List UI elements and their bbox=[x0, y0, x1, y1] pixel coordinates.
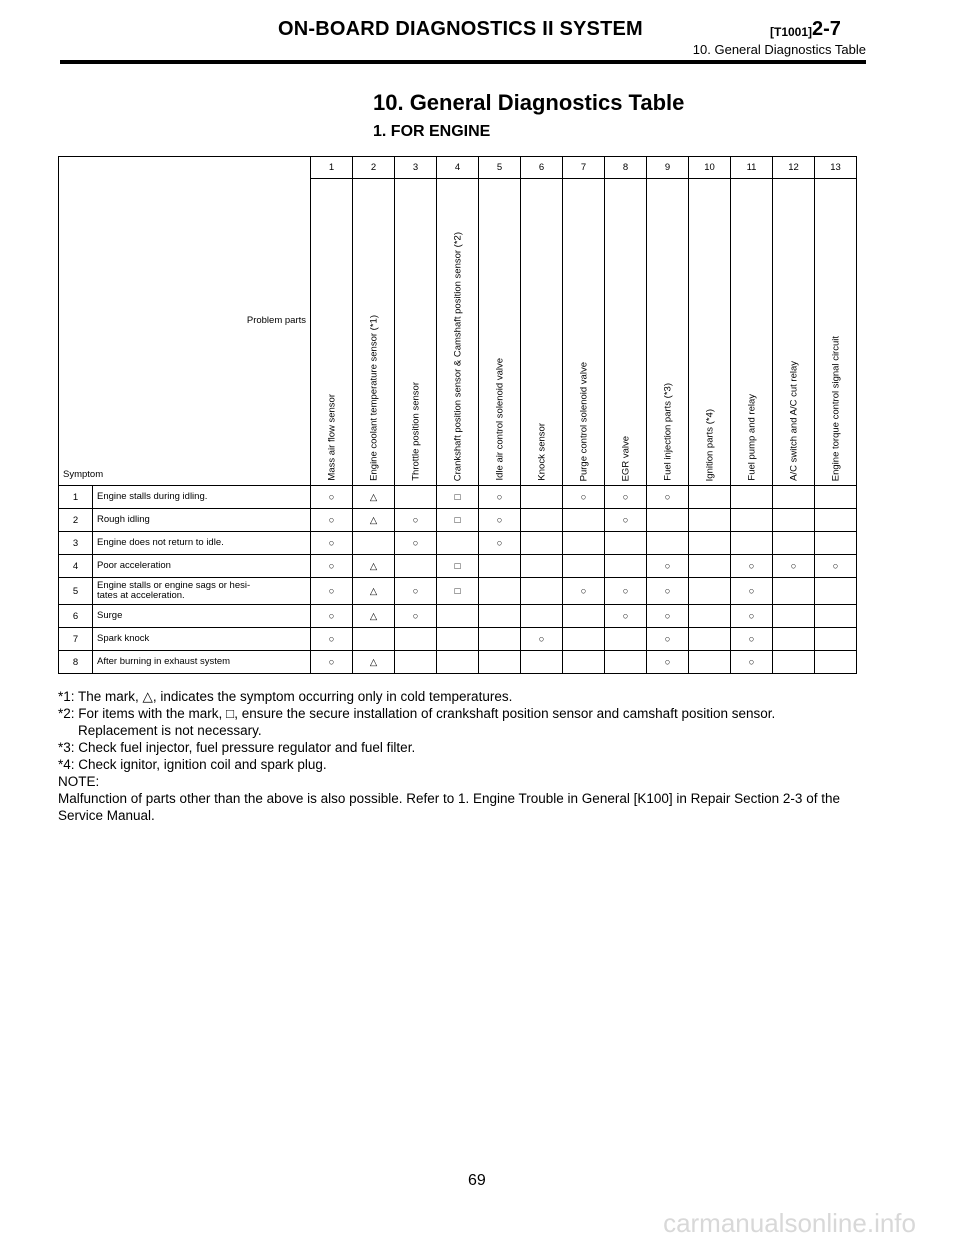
mark-cell bbox=[773, 532, 815, 555]
symptom-row bbox=[59, 578, 857, 605]
mark-cell: ○ bbox=[311, 651, 353, 674]
mark-cell: ○ bbox=[647, 605, 689, 628]
part-header-cell bbox=[605, 179, 647, 486]
mark-cell: □ bbox=[437, 509, 479, 532]
mark-cell bbox=[773, 628, 815, 651]
part-label: Purge control solenoid valve bbox=[578, 361, 589, 481]
symptom-text: Spark knock bbox=[93, 628, 311, 651]
mark-cell bbox=[563, 555, 605, 578]
mark-cell bbox=[479, 555, 521, 578]
symptom-row bbox=[59, 651, 857, 674]
footnote-line: Malfunction of parts other than the above is also possible. Refer to 1. Engine Trouble in General [K100] in Repair Section 2-3 of the Service Manual. bbox=[58, 791, 840, 823]
mark-cell: ○ bbox=[521, 628, 563, 651]
part-label: Idle air control solenoid valve bbox=[494, 358, 505, 481]
mark-cell bbox=[563, 532, 605, 555]
mark-cell: ○ bbox=[479, 532, 521, 555]
problem-parts-label: Problem parts bbox=[246, 315, 306, 326]
part-header-cell bbox=[689, 179, 731, 486]
mark-cell: ○ bbox=[311, 509, 353, 532]
column-number: 10 bbox=[689, 157, 731, 179]
mark-cell bbox=[689, 605, 731, 628]
mark-cell: ○ bbox=[311, 605, 353, 628]
symptom-row bbox=[59, 555, 857, 578]
part-header-cell bbox=[353, 179, 395, 486]
mark-cell bbox=[647, 532, 689, 555]
part-label: Fuel pump and relay bbox=[746, 394, 757, 481]
symptom-text: Engine stalls or engine sags or hesi- tates at acceleration. bbox=[93, 578, 311, 605]
mark-cell bbox=[395, 651, 437, 674]
part-label: Knock sensor bbox=[536, 423, 547, 481]
mark-cell: □ bbox=[437, 555, 479, 578]
symptom-row bbox=[59, 605, 857, 628]
mark-cell bbox=[521, 555, 563, 578]
part-header-cell bbox=[437, 179, 479, 486]
mark-cell: ○ bbox=[395, 532, 437, 555]
mark-cell: ○ bbox=[563, 578, 605, 605]
mark-cell bbox=[395, 628, 437, 651]
symptom-label: Symptom bbox=[63, 469, 104, 480]
running-header-subtitle: 10. General Diagnostics Table bbox=[692, 42, 866, 57]
mark-cell bbox=[521, 509, 563, 532]
mark-cell bbox=[773, 509, 815, 532]
part-label: Throttle position sensor bbox=[410, 382, 421, 481]
mark-cell bbox=[647, 509, 689, 532]
mark-cell: ○ bbox=[647, 555, 689, 578]
mark-cell: ○ bbox=[647, 651, 689, 674]
mark-cell bbox=[437, 651, 479, 674]
column-number: 7 bbox=[563, 157, 605, 179]
part-header-cell bbox=[647, 179, 689, 486]
footnote-line: Replacement is not necessary. bbox=[78, 723, 262, 738]
symptom-row bbox=[59, 628, 857, 651]
part-header-cell bbox=[395, 179, 437, 486]
mark-cell: ○ bbox=[395, 509, 437, 532]
mark-cell: ○ bbox=[773, 555, 815, 578]
symptom-number: 4 bbox=[59, 555, 93, 578]
mark-cell: ○ bbox=[479, 486, 521, 509]
section-subtitle: 1. FOR ENGINE bbox=[373, 123, 491, 140]
symptom-number: 7 bbox=[59, 628, 93, 651]
symptom-number: 1 bbox=[59, 486, 93, 509]
mark-cell bbox=[353, 532, 395, 555]
part-label: Fuel injection parts (*3) bbox=[662, 383, 673, 481]
footnote-line: NOTE: bbox=[58, 774, 100, 789]
mark-cell bbox=[731, 486, 773, 509]
mark-cell bbox=[689, 486, 731, 509]
mark-cell bbox=[563, 605, 605, 628]
mark-cell bbox=[815, 651, 857, 674]
mark-cell: □ bbox=[437, 578, 479, 605]
mark-cell bbox=[689, 555, 731, 578]
column-number: 13 bbox=[815, 157, 857, 179]
footnote-line: *1: The mark, △, indicates the symptom occurring only in cold temperatures. bbox=[58, 689, 513, 704]
mark-cell: ○ bbox=[395, 605, 437, 628]
column-number: 1 bbox=[311, 157, 353, 179]
mark-cell bbox=[521, 578, 563, 605]
mark-cell bbox=[773, 651, 815, 674]
mark-cell bbox=[773, 486, 815, 509]
mark-cell: ○ bbox=[395, 578, 437, 605]
mark-cell: △ bbox=[353, 486, 395, 509]
mark-cell bbox=[437, 628, 479, 651]
part-header-cell bbox=[521, 179, 563, 486]
mark-cell: ○ bbox=[311, 532, 353, 555]
part-label: EGR valve bbox=[620, 435, 631, 481]
mark-cell bbox=[815, 532, 857, 555]
mark-cell: ○ bbox=[731, 651, 773, 674]
section-title: 10. General Diagnostics Table bbox=[373, 90, 685, 115]
mark-cell bbox=[689, 628, 731, 651]
table-corner-cell bbox=[59, 157, 311, 486]
symptom-text: Rough idling bbox=[93, 509, 311, 532]
symptom-row bbox=[59, 532, 857, 555]
mark-cell: ○ bbox=[731, 605, 773, 628]
mark-cell bbox=[479, 628, 521, 651]
footnotes bbox=[58, 688, 878, 824]
mark-cell: △ bbox=[353, 605, 395, 628]
mark-cell bbox=[689, 532, 731, 555]
mark-cell: △ bbox=[353, 578, 395, 605]
mark-cell bbox=[605, 651, 647, 674]
symptom-row bbox=[59, 509, 857, 532]
footnote-line: *3: Check fuel injector, fuel pressure regulator and fuel filter. bbox=[58, 740, 416, 755]
mark-cell bbox=[521, 532, 563, 555]
mark-cell bbox=[815, 509, 857, 532]
symptom-text: Engine stalls during idling. bbox=[93, 486, 311, 509]
mark-cell bbox=[563, 509, 605, 532]
column-number: 11 bbox=[731, 157, 773, 179]
mark-cell bbox=[353, 628, 395, 651]
page-number: 69 bbox=[468, 1172, 486, 1189]
symptom-number: 3 bbox=[59, 532, 93, 555]
mark-cell: ○ bbox=[731, 578, 773, 605]
mark-cell bbox=[815, 486, 857, 509]
mark-cell bbox=[605, 555, 647, 578]
symptom-number: 2 bbox=[59, 509, 93, 532]
mark-cell: ○ bbox=[647, 578, 689, 605]
part-header-cell bbox=[773, 179, 815, 486]
symptom-number: 6 bbox=[59, 605, 93, 628]
mark-cell bbox=[689, 578, 731, 605]
mark-cell bbox=[563, 628, 605, 651]
part-label: Crankshaft position sensor & Camshaft position sensor (*2) bbox=[452, 231, 463, 481]
symptom-text: After burning in exhaust system bbox=[93, 651, 311, 674]
mark-cell: ○ bbox=[647, 486, 689, 509]
diagnostics-table bbox=[58, 156, 857, 674]
mark-cell bbox=[773, 578, 815, 605]
column-number: 12 bbox=[773, 157, 815, 179]
column-number: 9 bbox=[647, 157, 689, 179]
mark-cell: △ bbox=[353, 509, 395, 532]
mark-cell bbox=[479, 605, 521, 628]
part-label: Engine coolant temperature sensor (*1) bbox=[368, 315, 379, 481]
symptom-number: 8 bbox=[59, 651, 93, 674]
mark-cell bbox=[731, 509, 773, 532]
mark-cell: ○ bbox=[605, 578, 647, 605]
mark-cell: ○ bbox=[563, 486, 605, 509]
symptom-text: Poor acceleration bbox=[93, 555, 311, 578]
mark-cell bbox=[479, 651, 521, 674]
mark-cell: △ bbox=[353, 651, 395, 674]
mark-cell bbox=[689, 509, 731, 532]
mark-cell bbox=[815, 578, 857, 605]
part-label: A/C switch and A/C cut relay bbox=[788, 361, 799, 481]
part-header-cell bbox=[815, 179, 857, 486]
mark-cell bbox=[479, 578, 521, 605]
running-header-page-ref: 2-7 bbox=[812, 18, 841, 40]
part-header-cell bbox=[311, 179, 353, 486]
column-number: 5 bbox=[479, 157, 521, 179]
mark-cell bbox=[815, 605, 857, 628]
mark-cell: ○ bbox=[647, 628, 689, 651]
mark-cell bbox=[731, 532, 773, 555]
mark-cell: ○ bbox=[605, 509, 647, 532]
mark-cell bbox=[563, 651, 605, 674]
mark-cell bbox=[521, 486, 563, 509]
part-header-cell bbox=[563, 179, 605, 486]
column-number-row bbox=[59, 157, 857, 179]
symptom-text: Engine does not return to idle. bbox=[93, 532, 311, 555]
mark-cell bbox=[437, 605, 479, 628]
column-number: 2 bbox=[353, 157, 395, 179]
column-number: 6 bbox=[521, 157, 563, 179]
header-rule bbox=[60, 60, 866, 64]
footnote-line: *2: For items with the mark, □, ensure the secure installation of crankshaft position sensor and camshaft position sensor. bbox=[58, 706, 776, 721]
mark-cell: ○ bbox=[605, 486, 647, 509]
mark-cell bbox=[521, 605, 563, 628]
mark-cell bbox=[815, 628, 857, 651]
running-header-code: [T1001] bbox=[770, 25, 813, 39]
mark-cell bbox=[521, 651, 563, 674]
mark-cell: ○ bbox=[605, 605, 647, 628]
mark-cell: ○ bbox=[311, 555, 353, 578]
part-label: Mass air flow sensor bbox=[326, 394, 337, 481]
mark-cell: △ bbox=[353, 555, 395, 578]
symptom-row bbox=[59, 486, 857, 509]
symptom-text: Surge bbox=[93, 605, 311, 628]
part-header-cell bbox=[731, 179, 773, 486]
mark-cell bbox=[437, 532, 479, 555]
mark-cell bbox=[605, 532, 647, 555]
mark-cell: ○ bbox=[479, 509, 521, 532]
mark-cell: ○ bbox=[311, 486, 353, 509]
mark-cell bbox=[689, 651, 731, 674]
footnote-line: *4: Check ignitor, ignition coil and spark plug. bbox=[58, 757, 327, 772]
column-number: 3 bbox=[395, 157, 437, 179]
watermark: carmanualsonline.info bbox=[663, 1208, 916, 1238]
part-header-cell bbox=[479, 179, 521, 486]
symptom-number: 5 bbox=[59, 578, 93, 605]
mark-cell: ○ bbox=[311, 628, 353, 651]
mark-cell bbox=[395, 486, 437, 509]
mark-cell: ○ bbox=[311, 578, 353, 605]
column-number: 8 bbox=[605, 157, 647, 179]
part-label: Ignition parts (*4) bbox=[704, 408, 715, 481]
column-number: 4 bbox=[437, 157, 479, 179]
mark-cell: ○ bbox=[815, 555, 857, 578]
mark-cell: □ bbox=[437, 486, 479, 509]
mark-cell bbox=[605, 628, 647, 651]
mark-cell bbox=[773, 605, 815, 628]
mark-cell bbox=[395, 555, 437, 578]
mark-cell: ○ bbox=[731, 555, 773, 578]
part-label: Engine torque control signal circuit bbox=[830, 335, 841, 481]
running-header-title: ON-BOARD DIAGNOSTICS II SYSTEM bbox=[278, 18, 643, 40]
mark-cell: ○ bbox=[731, 628, 773, 651]
